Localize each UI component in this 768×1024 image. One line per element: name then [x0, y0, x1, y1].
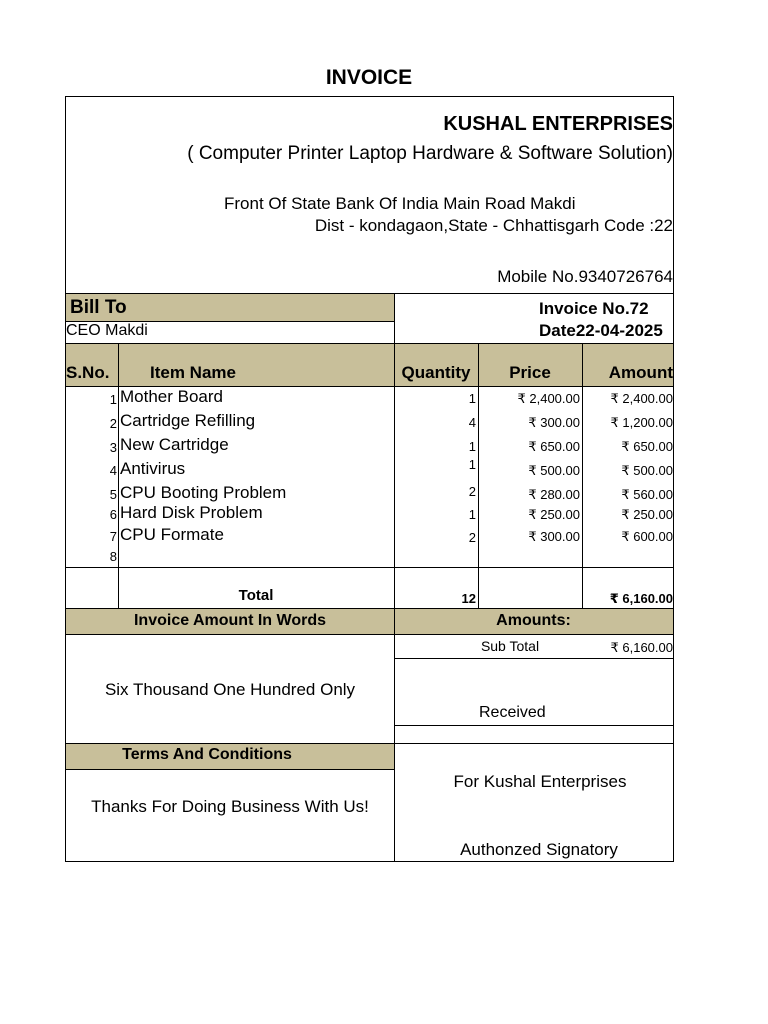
row-item-name: Hard Disk Problem — [120, 503, 263, 522]
header-sno: S.No. — [66, 363, 110, 382]
divider — [65, 567, 674, 568]
subtotal-label: Sub Total — [480, 638, 540, 654]
row-price: ₹ 280.00 — [528, 487, 580, 502]
amounts-label: Amounts: — [496, 612, 571, 629]
row-qty: 1 — [468, 439, 476, 454]
divider — [478, 343, 479, 608]
terms-label: Terms And Conditions — [122, 746, 292, 763]
amount-in-words-label: Invoice Amount In Words — [133, 612, 326, 629]
row-price: ₹ 250.00 — [528, 507, 580, 522]
terms-text: Thanks For Doing Business With Us! — [91, 797, 369, 816]
company-name: KUSHAL ENTERPRISES — [443, 113, 673, 135]
subtotal-value: ₹ 6,160.00 — [610, 640, 673, 655]
row-amount: ₹ 500.00 — [621, 463, 673, 478]
divider — [394, 658, 674, 659]
row-item-name: Cartridge Refilling — [120, 411, 256, 430]
bill-to-name: CEO Makdi — [66, 322, 148, 339]
divider — [394, 343, 395, 608]
total-quantity: 12 — [461, 591, 476, 606]
row-item-name: CPU Booting Problem — [120, 483, 287, 502]
divider — [118, 343, 119, 608]
row-qty: 1 — [468, 391, 476, 406]
row-price: ₹ 500.00 — [528, 463, 580, 478]
divider — [65, 634, 674, 635]
company-address-line2: Dist - kondagaon,State - Chhattisgarh Code :22 — [314, 216, 673, 235]
row-qty: 2 — [468, 530, 476, 545]
header-price: Price — [509, 363, 551, 382]
header-amount: Amount — [608, 363, 673, 382]
row-price: ₹ 2,400.00 — [517, 391, 580, 406]
row-qty: 4 — [468, 415, 476, 430]
divider — [394, 725, 674, 726]
company-mobile: Mobile No.9340726764 — [497, 267, 673, 286]
row-sno: 7 — [109, 529, 117, 544]
row-amount: ₹ 250.00 — [621, 507, 673, 522]
row-amount: ₹ 1,200.00 — [610, 415, 673, 430]
row-sno: 3 — [109, 440, 117, 455]
row-qty: 1 — [468, 507, 476, 522]
row-amount: ₹ 600.00 — [621, 529, 673, 544]
row-sno: 8 — [109, 549, 117, 564]
row-item-name: Antivirus — [120, 459, 186, 478]
row-price: ₹ 300.00 — [528, 415, 580, 430]
invoice-date: Date22-04-2025 — [539, 321, 663, 340]
authorized-signatory: Authonzed Signatory — [460, 840, 618, 859]
row-sno: 5 — [109, 487, 117, 502]
bill-to-label: Bill To — [70, 297, 127, 318]
divider — [582, 343, 583, 608]
total-amount: ₹ 6,160.00 — [609, 591, 673, 606]
divider — [394, 293, 395, 343]
invoice-number: Invoice No.72 — [539, 299, 649, 318]
header-item-name: Item Name — [150, 363, 236, 382]
row-amount: ₹ 2,400.00 — [610, 391, 673, 406]
row-amount: ₹ 650.00 — [621, 439, 673, 454]
divider — [65, 769, 394, 770]
signature-for: For Kushal Enterprises — [453, 772, 627, 791]
amount-in-words: Six Thousand One Hundred Only — [104, 680, 356, 699]
company-tagline: ( Computer Printer Laptop Hardware & Software Solution) — [187, 143, 673, 164]
row-sno: 2 — [109, 416, 117, 431]
row-qty: 2 — [468, 484, 476, 499]
received-label: Received — [479, 704, 546, 721]
header-quantity: Quantity — [401, 363, 471, 382]
total-label: Total — [238, 587, 274, 604]
row-price: ₹ 650.00 — [528, 439, 580, 454]
row-sno: 4 — [109, 463, 117, 478]
row-amount: ₹ 560.00 — [621, 487, 673, 502]
company-address-line1: Front Of State Bank Of India Main Road Makdi — [224, 194, 576, 213]
row-sno: 1 — [109, 392, 117, 407]
row-item-name: CPU Formate — [120, 525, 224, 544]
page-title: INVOICE — [325, 66, 413, 89]
row-price: ₹ 300.00 — [528, 529, 580, 544]
row-item-name: Mother Board — [120, 387, 223, 406]
row-item-name: New Cartridge — [120, 435, 229, 454]
row-qty: 1 — [468, 457, 476, 472]
row-sno: 6 — [109, 507, 117, 522]
